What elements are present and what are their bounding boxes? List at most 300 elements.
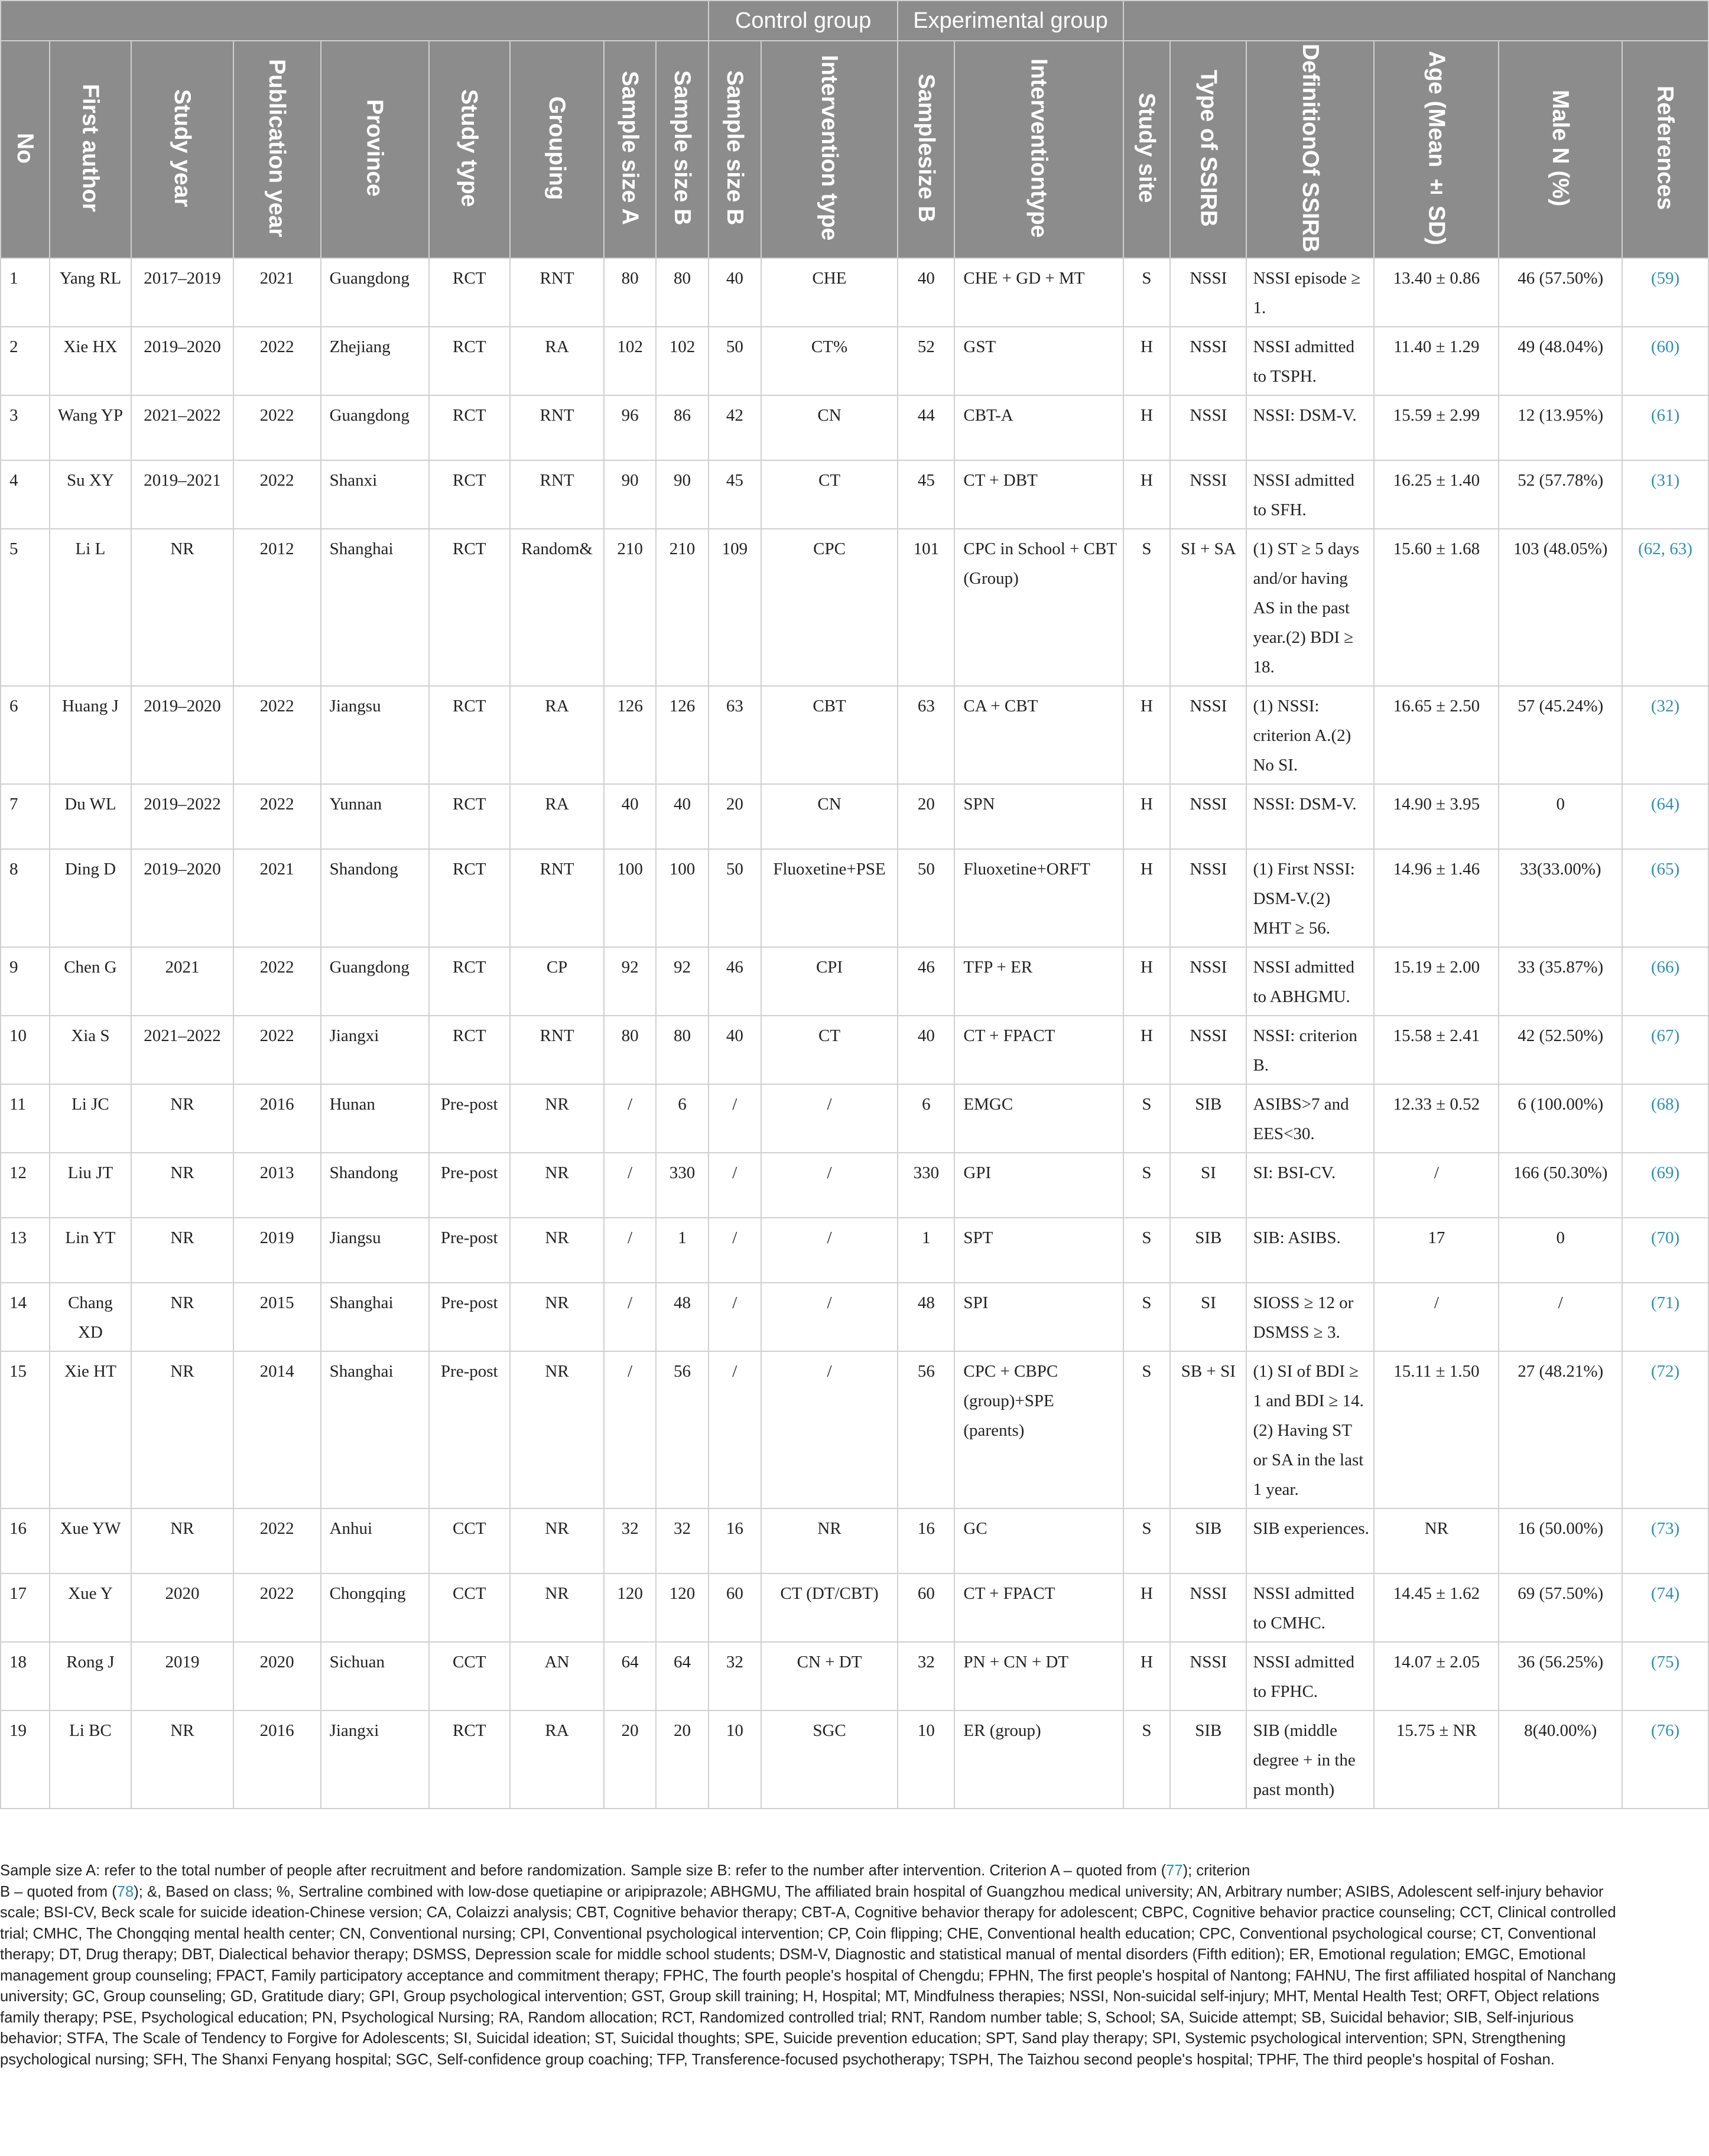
- table-cell: CT: [761, 1016, 898, 1084]
- table-cell: NR: [131, 1351, 233, 1508]
- table-cell: 45: [709, 460, 761, 529]
- table-row: [1, 1153, 1708, 1218]
- table-cell: 2022: [233, 947, 321, 1016]
- reference-link[interactable]: (76): [1622, 1711, 1708, 1809]
- reference-link[interactable]: (60): [1622, 327, 1708, 395]
- table-cell: 20: [709, 784, 761, 849]
- table-cell: NR: [510, 1351, 604, 1508]
- column-header-label: Study site: [1133, 93, 1159, 203]
- table-cell: 50: [709, 327, 761, 395]
- reference-link[interactable]: (31): [1622, 460, 1708, 529]
- table-cell: 32: [709, 1642, 761, 1711]
- table-cell: NSSI: [1170, 1642, 1246, 1711]
- table-cell: 16: [709, 1508, 761, 1573]
- table-cell: SIB: [1170, 1711, 1246, 1809]
- table-cell: 126: [604, 686, 656, 784]
- column-header: [1170, 41, 1246, 258]
- table-cell: 2019–2020: [131, 686, 233, 784]
- table-cell: Hunan: [321, 1084, 429, 1153]
- table-cell: 40: [604, 784, 656, 849]
- table-cell: Li BC: [50, 1711, 132, 1809]
- table-cell: 0: [1499, 1218, 1622, 1283]
- table-cell: 2: [1, 327, 50, 395]
- table-row: [1, 1084, 1708, 1153]
- table-cell: 10: [898, 1711, 954, 1809]
- table-cell: 2021–2022: [131, 1016, 233, 1084]
- table-cell: 32: [604, 1508, 656, 1573]
- table-cell: 1: [656, 1218, 709, 1283]
- table-cell: NSSI: [1170, 784, 1246, 849]
- reference-link[interactable]: (72): [1622, 1351, 1708, 1508]
- table-cell: CPC + CBPC (group)+SPE (parents): [954, 1351, 1123, 1508]
- reference-link[interactable]: (74): [1622, 1573, 1708, 1642]
- column-header: [429, 41, 510, 258]
- table-cell: CA + CBT: [954, 686, 1123, 784]
- table-cell: H: [1123, 1016, 1171, 1084]
- table-cell: 2019–2021: [131, 460, 233, 529]
- reference-link[interactable]: (73): [1622, 1508, 1708, 1573]
- table-cell: 80: [604, 1016, 656, 1084]
- footnote-segment: B – quoted from (: [0, 1883, 117, 1900]
- table-cell: H: [1123, 395, 1171, 460]
- table-cell: 20: [898, 784, 954, 849]
- table-cell: 46 (57.50%): [1499, 258, 1622, 327]
- column-header-label: Sample size B: [669, 70, 695, 226]
- table-cell: NSSI: criterion B.: [1246, 1016, 1374, 1084]
- table-cell: 36 (56.25%): [1499, 1642, 1622, 1711]
- table-cell: /: [709, 1084, 761, 1153]
- table-cell: NR: [131, 1508, 233, 1573]
- table-cell: Chen G: [50, 947, 132, 1016]
- reference-link[interactable]: (75): [1622, 1642, 1708, 1711]
- table-cell: 12.33 ± 0.52: [1374, 1084, 1499, 1153]
- reference-link[interactable]: (71): [1622, 1283, 1708, 1351]
- table-cell: 49 (48.04%): [1499, 327, 1622, 395]
- table-cell: SIB: ASIBS.: [1246, 1218, 1374, 1283]
- table-cell: 80: [604, 258, 656, 327]
- table-cell: NSSI admitted to ABHGMU.: [1246, 947, 1374, 1016]
- table-cell: CT (DT/CBT): [761, 1573, 898, 1642]
- table-cell: 27 (48.21%): [1499, 1351, 1622, 1508]
- group-header-row: [1, 1, 1708, 41]
- reference-link[interactable]: (70): [1622, 1218, 1708, 1283]
- table-cell: Shandong: [321, 1153, 429, 1218]
- table-cell: SI + SA: [1170, 529, 1246, 686]
- table-cell: 2021: [233, 849, 321, 947]
- table-cell: Random&: [510, 529, 604, 686]
- table-cell: SPN: [954, 784, 1123, 849]
- table-cell: 46: [709, 947, 761, 1016]
- table-cell: Lin YT: [50, 1218, 132, 1283]
- footnote-segment: ); criterion: [1182, 1862, 1250, 1879]
- table-cell: Pre-post: [429, 1351, 510, 1508]
- table-cell: 0: [1499, 784, 1622, 849]
- table-cell: 92: [656, 947, 709, 1016]
- table-row: [1, 1642, 1708, 1711]
- table-cell: NR: [510, 1283, 604, 1351]
- table-cell: Shanghai: [321, 1283, 429, 1351]
- table-cell: 63: [898, 686, 954, 784]
- table-cell: CCT: [429, 1508, 510, 1573]
- table-cell: CHE + GD + MT: [954, 258, 1123, 327]
- table-cell: Guangdong: [321, 258, 429, 327]
- table-cell: 90: [604, 460, 656, 529]
- reference-link[interactable]: (65): [1622, 849, 1708, 947]
- column-header-label: Publication year: [264, 58, 290, 238]
- table-cell: Guangdong: [321, 395, 429, 460]
- table-cell: NR: [131, 1283, 233, 1351]
- table-cell: 100: [656, 849, 709, 947]
- table-cell: 17: [1, 1573, 50, 1642]
- table-cell: 15.59 ± 2.99: [1374, 395, 1499, 460]
- table-cell: 2016: [233, 1084, 321, 1153]
- table-cell: NR: [510, 1508, 604, 1573]
- table-cell: /: [604, 1084, 656, 1153]
- table-cell: CT + DBT: [954, 460, 1123, 529]
- table-cell: Zhejiang: [321, 327, 429, 395]
- table-cell: /: [604, 1351, 656, 1508]
- table-cell: 14.96 ± 1.46: [1374, 849, 1499, 947]
- column-header-label: Type of SSIRB: [1195, 69, 1221, 227]
- table-cell: 16.65 ± 2.50: [1374, 686, 1499, 784]
- table-cell: 2021: [233, 258, 321, 327]
- table-cell: 14.45 ± 1.62: [1374, 1573, 1499, 1642]
- table-cell: 6: [656, 1084, 709, 1153]
- table-cell: S: [1123, 529, 1171, 686]
- reference-link[interactable]: (62, 63): [1622, 529, 1708, 686]
- table-row: [1, 849, 1708, 947]
- column-header: [604, 41, 656, 258]
- table-cell: 64: [604, 1642, 656, 1711]
- reference-link[interactable]: (67): [1622, 1016, 1708, 1084]
- table-cell: 5: [1, 529, 50, 686]
- table-cell: 12 (13.95%): [1499, 395, 1622, 460]
- column-header-label: Grouping: [544, 96, 570, 200]
- table-cell: H: [1123, 460, 1171, 529]
- table-cell: (1) SI of BDI ≥ 1 and BDI ≥ 14.(2) Having ST or SA in the last 1 year.: [1246, 1351, 1374, 1508]
- table-cell: RCT: [429, 327, 510, 395]
- reference-link[interactable]: (66): [1622, 947, 1708, 1016]
- table-cell: Du WL: [50, 784, 132, 849]
- table-cell: SIB: [1170, 1218, 1246, 1283]
- table-cell: Fluoxetine+PSE: [761, 849, 898, 947]
- table-cell: CCT: [429, 1573, 510, 1642]
- table-cell: NSSI: [1170, 947, 1246, 1016]
- table-cell: /: [604, 1218, 656, 1283]
- column-header-label: Intervention type: [817, 55, 843, 241]
- column-header: [50, 41, 132, 258]
- table-cell: H: [1123, 327, 1171, 395]
- table-cell: NSSI: [1170, 460, 1246, 529]
- table-cell: RCT: [429, 947, 510, 1016]
- table-cell: 2012: [233, 529, 321, 686]
- table-cell: 2022: [233, 327, 321, 395]
- column-header: [321, 41, 429, 258]
- table-cell: (1) First NSSI: DSM-V.(2) MHT ≥ 56.: [1246, 849, 1374, 947]
- table-cell: Ding D: [50, 849, 132, 947]
- table-cell: 17: [1374, 1218, 1499, 1283]
- table-cell: 69 (57.50%): [1499, 1573, 1622, 1642]
- table-cell: Jiangxi: [321, 1016, 429, 1084]
- table-cell: CT + FPACT: [954, 1016, 1123, 1084]
- column-header: [1246, 41, 1374, 258]
- table-cell: S: [1123, 1711, 1171, 1809]
- table-cell: CBT: [761, 686, 898, 784]
- table-cell: RNT: [510, 460, 604, 529]
- table-cell: 9: [1, 947, 50, 1016]
- table-cell: SIB: [1170, 1084, 1246, 1153]
- table-cell: (1) ST ≥ 5 days and/or having AS in the past year.(2) BDI ≥ 18.: [1246, 529, 1374, 686]
- reference-link[interactable]: (64): [1622, 784, 1708, 849]
- table-cell: SIB: [1170, 1508, 1246, 1573]
- table-cell: 14.90 ± 3.95: [1374, 784, 1499, 849]
- table-cell: Anhui: [321, 1508, 429, 1573]
- table-cell: 2022: [233, 686, 321, 784]
- table-cell: Su XY: [50, 460, 132, 529]
- column-header: [1, 41, 50, 258]
- table-cell: Pre-post: [429, 1218, 510, 1283]
- table-cell: CBT-A: [954, 395, 1123, 460]
- table-cell: CT%: [761, 327, 898, 395]
- table-cell: 16: [898, 1508, 954, 1573]
- table-cell: CT: [761, 460, 898, 529]
- table-cell: Pre-post: [429, 1153, 510, 1218]
- table-cell: NSSI admitted to TSPH.: [1246, 327, 1374, 395]
- footnote-segment: Sample size A: refer to the total number of people after recruitment and before randomization. Sample size B: refer to the number after intervention. Criterion A – quoted from (: [0, 1862, 1167, 1879]
- table-cell: 63: [709, 686, 761, 784]
- table-cell: 86: [656, 395, 709, 460]
- table-cell: H: [1123, 1573, 1171, 1642]
- table-cell: 19: [1, 1711, 50, 1809]
- table-cell: NSSI admitted to FPHC.: [1246, 1642, 1374, 1711]
- table-cell: NR: [510, 1153, 604, 1218]
- table-cell: RNT: [510, 1016, 604, 1084]
- table-cell: 126: [656, 686, 709, 784]
- table-cell: Yunnan: [321, 784, 429, 849]
- column-header-label: Sample size B: [722, 70, 748, 226]
- table-cell: 6: [898, 1084, 954, 1153]
- table-row: [1, 1016, 1708, 1084]
- column-header: [954, 41, 1123, 258]
- column-header: [1499, 41, 1622, 258]
- table-cell: Yang RL: [50, 258, 132, 327]
- table-cell: /: [709, 1218, 761, 1283]
- table-row: [1, 1711, 1708, 1809]
- table-cell: 16.25 ± 1.40: [1374, 460, 1499, 529]
- table-cell: Rong J: [50, 1642, 132, 1711]
- table-cell: Jiangxi: [321, 1711, 429, 1809]
- table-cell: 15.11 ± 1.50: [1374, 1351, 1499, 1508]
- table-cell: 210: [604, 529, 656, 686]
- table-cell: 11.40 ± 1.29: [1374, 327, 1499, 395]
- table-cell: RA: [510, 686, 604, 784]
- table-cell: 15.75 ± NR: [1374, 1711, 1499, 1809]
- table-cell: Liu JT: [50, 1153, 132, 1218]
- table-cell: SPT: [954, 1218, 1123, 1283]
- table-cell: 6 (100.00%): [1499, 1084, 1622, 1153]
- table-cell: 50: [898, 849, 954, 947]
- experimental-group-header: Experimental group: [898, 1, 1123, 41]
- table-cell: 2014: [233, 1351, 321, 1508]
- table-cell: CN: [761, 784, 898, 849]
- table-cell: 40: [709, 1016, 761, 1084]
- table-cell: Li JC: [50, 1084, 132, 1153]
- table-cell: 2019–2020: [131, 327, 233, 395]
- table-row: [1, 395, 1708, 460]
- column-header: [761, 41, 898, 258]
- table-cell: 60: [709, 1573, 761, 1642]
- table-cell: SI: [1170, 1283, 1246, 1351]
- column-header-label: Male N (%): [1548, 89, 1574, 207]
- table-cell: CCT: [429, 1642, 510, 1711]
- table-cell: RCT: [429, 784, 510, 849]
- control-group-header: Control group: [709, 1, 898, 41]
- table-cell: S: [1123, 1351, 1171, 1508]
- table-cell: NSSI: DSM-V.: [1246, 395, 1374, 460]
- table-cell: Fluoxetine+ORFT: [954, 849, 1123, 947]
- table-cell: 48: [898, 1283, 954, 1351]
- column-header-label: References: [1652, 86, 1678, 210]
- table-cell: /: [761, 1283, 898, 1351]
- table-cell: 16: [1, 1508, 50, 1573]
- table-cell: SGC: [761, 1711, 898, 1809]
- table-cell: 2019–2022: [131, 784, 233, 849]
- table-cell: CN: [761, 395, 898, 460]
- table-cell: S: [1123, 1218, 1171, 1283]
- table-cell: RA: [510, 1711, 604, 1809]
- table-cell: Shanxi: [321, 460, 429, 529]
- table-cell: Chang XD: [50, 1283, 132, 1351]
- table-cell: /: [1374, 1153, 1499, 1218]
- table-cell: 56: [898, 1351, 954, 1508]
- table-cell: CT + FPACT: [954, 1573, 1123, 1642]
- table-cell: RCT: [429, 460, 510, 529]
- reference-link[interactable]: (68): [1622, 1084, 1708, 1153]
- table-cell: GST: [954, 327, 1123, 395]
- table-cell: SI: [1170, 1153, 1246, 1218]
- table-cell: NSSI admitted to SFH.: [1246, 460, 1374, 529]
- table-cell: RCT: [429, 686, 510, 784]
- table-cell: 14.07 ± 2.05: [1374, 1642, 1499, 1711]
- column-header: [131, 41, 233, 258]
- table-cell: 3: [1, 395, 50, 460]
- table-cell: /: [709, 1153, 761, 1218]
- table-cell: Li L: [50, 529, 132, 686]
- column-header-label: Sample size A: [617, 71, 643, 225]
- table-row: [1, 327, 1708, 395]
- table-cell: 2019: [131, 1642, 233, 1711]
- reference-link[interactable]: (69): [1622, 1153, 1708, 1218]
- table-cell: RCT: [429, 849, 510, 947]
- table-cell: RNT: [510, 849, 604, 947]
- table-row: [1, 784, 1708, 849]
- table-cell: 33(33.00%): [1499, 849, 1622, 947]
- table-cell: NSSI: [1170, 686, 1246, 784]
- table-cell: 44: [898, 395, 954, 460]
- table-body: [1, 258, 1708, 1809]
- table-cell: GPI: [954, 1153, 1123, 1218]
- table-cell: 96: [604, 395, 656, 460]
- table-cell: NSSI admitted to CMHC.: [1246, 1573, 1374, 1642]
- footnote-segment: ); &, Based on class; %, Sertraline combined with low-dose quetiapine or aripiprazole; ABHGMU, The affiliated brain hospital of Guangzhou medical university; AN, Arbitrary number; ASIBS, Adolescent self-injury behavior scale; BSI-CV, Beck scale for suicide ideation-Chinese version; CA, Colaizzi analysis; CBT, Cognitive behavior therapy; CBT-A, Cognitive behavior therapy for adolescent; CBPC, Cognitive behavior practice counseling; CCT, Clinical controlled trial; CMHC, The Chongqing mental health center; CN, Conventional nursing; CPI, Conventional psychological intervention; CP, Coin flipping; CHE, Conventional health education; CPC, Conventional psychological course; CT, Conventional therapy; DT, Drug therapy; DBT, Dialectical behavior therapy; DSMSS, Depression scale for middle school students; DSM-V, Diagnostic and statistical manual of mental disorders (Fifth edition); ER, Emotional regulation; EMGC, Emotional management group counseling; FPACT, Family participatory acceptance and commitment therapy; FPHC, The fourth people's hospital of Chengdu; FPHN, The first people's hospital of Nantong; FAHNU, The first affiliated hospital of Nanchang university; GC, Group counseling; GD, Gratitude diary; GPI, Group psychological intervention; GST, Group skill training; H, Hospital; MT, Mindfulness therapies; NSSI, Non-suicidal self-injury; MHT, Mental Health Test; ORFT, Object relations family therapy; PSE, Psychological education; PN, Psychological Nursing; RA, Random allocation; RCT, Randomized controlled trial; RNT, Random number table; S, School; SA, Suicide attempt; SB, Suicidal behavior; SIB, Self-injurious behavior; STFA, The Scale of Tendency to Forgive for Adolescents; SI, Suicidal ideation; ST, Suicidal thoughts; SPE, Suicide prevention education; SPT, Sand play therapy; SPI, Systemic psychological intervention; SPN, Strengthening psychological nursing; SFH, The Shanxi Fenyang hospital; SGC, Self-confidence group coaching; TFP, Transference-focused psychotherapy; TSPH, The Taizhou second people's hospital; TPHF, The third people's hospital of Foshan.: [0, 1883, 1616, 2068]
- table-cell: 57 (45.24%): [1499, 686, 1622, 784]
- table-cell: Huang J: [50, 686, 132, 784]
- table-cell: 7: [1, 784, 50, 849]
- table-cell: 120: [656, 1573, 709, 1642]
- table-cell: H: [1123, 1642, 1171, 1711]
- table-cell: 2019: [233, 1218, 321, 1283]
- table-cell: RCT: [429, 258, 510, 327]
- table-cell: 330: [898, 1153, 954, 1218]
- table-cell: RCT: [429, 529, 510, 686]
- table-cell: CPI: [761, 947, 898, 1016]
- table-cell: 20: [656, 1711, 709, 1809]
- table-cell: PN + CN + DT: [954, 1642, 1123, 1711]
- table-cell: Pre-post: [429, 1283, 510, 1351]
- table-cell: SI: BSI-CV.: [1246, 1153, 1374, 1218]
- column-header-label: Study year: [169, 89, 195, 207]
- column-header-label: Province: [362, 99, 388, 197]
- table-cell: 15.19 ± 2.00: [1374, 947, 1499, 1016]
- column-header: [1374, 41, 1499, 258]
- table-cell: RCT: [429, 1711, 510, 1809]
- table-cell: NSSI: [1170, 327, 1246, 395]
- table-cell: Guangdong: [321, 947, 429, 1016]
- table-cell: 80: [656, 1016, 709, 1084]
- table-cell: 330: [656, 1153, 709, 1218]
- citation-link[interactable]: 77: [1166, 1862, 1183, 1879]
- table-cell: TFP + ER: [954, 947, 1123, 1016]
- table-cell: 100: [604, 849, 656, 947]
- table-cell: RA: [510, 784, 604, 849]
- reference-link[interactable]: (59): [1622, 258, 1708, 327]
- column-header: [1123, 41, 1171, 258]
- table-cell: /: [709, 1351, 761, 1508]
- reference-link[interactable]: (32): [1622, 686, 1708, 784]
- table-cell: Xue Y: [50, 1573, 132, 1642]
- table-cell: EMGC: [954, 1084, 1123, 1153]
- table-cell: Xue YW: [50, 1508, 132, 1573]
- citation-link[interactable]: 78: [116, 1883, 134, 1900]
- table-cell: AN: [510, 1642, 604, 1711]
- table-cell: Shandong: [321, 849, 429, 947]
- table-cell: 166 (50.30%): [1499, 1153, 1622, 1218]
- table-cell: CP: [510, 947, 604, 1016]
- column-header: [233, 41, 321, 258]
- table-cell: 2013: [233, 1153, 321, 1218]
- table-cell: 90: [656, 460, 709, 529]
- table-cell: 15.60 ± 1.68: [1374, 529, 1499, 686]
- table-cell: 2015: [233, 1283, 321, 1351]
- table-cell: H: [1123, 784, 1171, 849]
- table-cell: SIB experiences.: [1246, 1508, 1374, 1573]
- table-cell: 42 (52.50%): [1499, 1016, 1622, 1084]
- table-cell: RNT: [510, 258, 604, 327]
- table-cell: 6: [1, 686, 50, 784]
- table-cell: /: [1374, 1283, 1499, 1351]
- table-cell: (1) NSSI: criterion A.(2) No SI.: [1246, 686, 1374, 784]
- column-header-label: Study type: [456, 89, 482, 207]
- table-cell: Xie HT: [50, 1351, 132, 1508]
- reference-link[interactable]: (61): [1622, 395, 1708, 460]
- table-cell: 20: [604, 1711, 656, 1809]
- table-cell: SB + SI: [1170, 1351, 1246, 1508]
- table-footnotes: [0, 1861, 1619, 2070]
- table-cell: 18: [1, 1642, 50, 1711]
- table-cell: 2020: [131, 1573, 233, 1642]
- table-cell: 210: [656, 529, 709, 686]
- table-cell: 2022: [233, 395, 321, 460]
